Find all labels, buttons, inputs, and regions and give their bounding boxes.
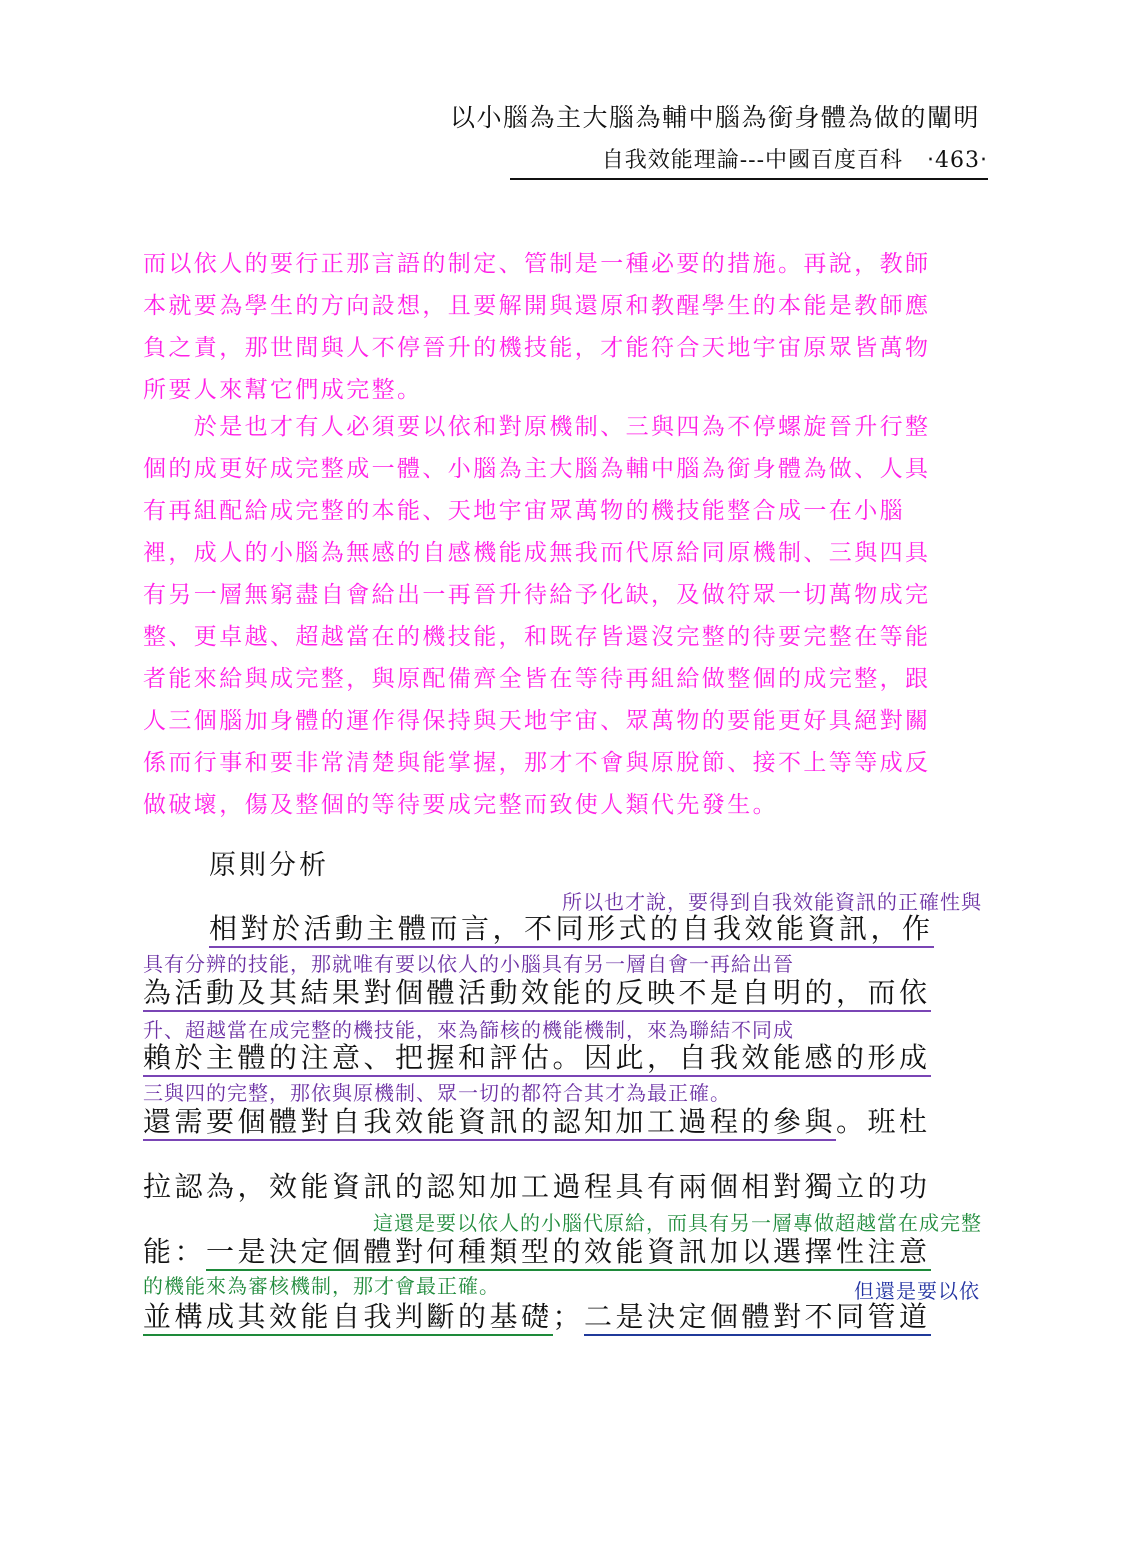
- page-number: ‧463‧: [927, 148, 988, 173]
- paragraph-line: 整、更卓越、超越當在的機技能，和既存皆還沒完整的待要完整在等能: [143, 624, 931, 650]
- annotation-6: 的機能來為審核機制，那才會最正確。: [143, 1274, 500, 1298]
- quote-text: 相對於活動主體而言，不同形式的自我效能資訊，作: [209, 912, 934, 948]
- paragraph-line: 有再組配給成完整的本能、天地宇宙眾萬物的機技能整合成一在小腦: [143, 498, 905, 524]
- quote-line-2: [143, 971, 931, 1011]
- paragraph-line: 本就要為學生的方向設想，且要解開與還原和教醒學生的本能是教師應: [143, 293, 931, 319]
- annotation-5: 這還是要以依人的小腦代原給，而具有另一層專做超越當在成完整: [373, 1211, 982, 1235]
- quote-line-5: 拉認為，效能資訊的認知加工過程具有兩個相對獨立的功: [143, 1170, 931, 1203]
- header-title: 以小腦為主大腦為輔中腦為銜身體為做的闡明: [449, 103, 980, 132]
- header-subtitle: [602, 143, 988, 174]
- quote-text: 一是決定個體對何種類型的效能資訊加以選擇性注意: [206, 1235, 931, 1271]
- quote-line-7: [143, 1295, 931, 1335]
- quote-text: 能：: [143, 1235, 207, 1268]
- paragraph-line: 有另一層無窮盡自會給出一再晉升待給予化缺，及做符眾一切萬物成完: [143, 582, 931, 608]
- paragraph-line: 係而行事和要非常清楚與能掌握，那才不會與原脫節、接不上等等成反: [143, 750, 931, 776]
- quote-text: 二是決定個體對不同管道: [584, 1300, 931, 1336]
- section-heading: 原則分析: [209, 850, 329, 881]
- paragraph-line: 所要人來幫它們成完整。: [143, 377, 423, 403]
- paragraph-2: [143, 406, 985, 826]
- paragraph-line: 裡，成人的小腦為無感的自感機能成無我而代原給同原機制、三與四具: [143, 540, 931, 566]
- quote-line-1: [209, 907, 934, 947]
- paragraph-line: 負之責，那世間與人不停晉升的機技能，才能符合天地宇宙原眾皆萬物: [143, 335, 931, 361]
- paragraph-1: [143, 243, 985, 411]
- header-source: 自我效能理論---中國百度百科: [601, 148, 904, 173]
- paragraph-line: 人三個腦加身體的運作得保持與天地宇宙、眾萬物的要能更好具絕對關: [143, 708, 931, 734]
- quote-text: 並構成其效能自我判斷的基礎: [143, 1300, 553, 1336]
- quote-line-3: [143, 1036, 931, 1076]
- quote-text: 為活動及其結果對個體活動效能的反映不是自明的，而依: [143, 976, 931, 1012]
- quote-line-4: [143, 1100, 931, 1140]
- paragraph-line: 者能來給與成完整，與原配備齊全皆在等待再組給做整個的成完整，跟: [143, 666, 931, 692]
- paragraph-line: 而以依人的要行正那言語的制定、管制是一種必要的措施。再說，教師: [143, 251, 931, 277]
- annotation-7: 但還是要以依: [854, 1279, 980, 1303]
- quote-text: ；: [552, 1300, 585, 1333]
- paragraph-line: 個的成更好成完整成一體、小腦為主大腦為輔中腦為銜身體為做、人具: [143, 456, 931, 482]
- annotation-2: 具有分辨的技能，那就唯有要以依人的小腦具有另一層自會一再給出晉: [143, 952, 794, 976]
- annotation-1: 所以也才說，要得到自我效能資訊的正確性與: [562, 890, 982, 914]
- quote-text: 還需要個體對自我效能資訊的認知加工過程的參與: [143, 1105, 836, 1141]
- paragraph-line: 做破壞，傷及整個的等待要成完整而致使人類代先發生。: [143, 792, 778, 818]
- quote-text: 賴於主體的注意、把握和評估。因此，自我效能感的形成: [143, 1041, 931, 1077]
- annotation-3: 升、超越當在成完整的機技能，來為篩核的機能機制，來為聯結不同成: [143, 1018, 794, 1042]
- annotation-4: 三與四的完整，那依與原機制、眾一切的都符合其才為最正確。: [143, 1081, 731, 1105]
- quote-line-6: [143, 1230, 931, 1270]
- paragraph-line: 於是也才有人必須要以依和對原機制、三與四為不停螺旋晉升行整: [143, 414, 931, 440]
- quote-text: 。班杜: [836, 1105, 931, 1138]
- header-rule: [510, 178, 988, 180]
